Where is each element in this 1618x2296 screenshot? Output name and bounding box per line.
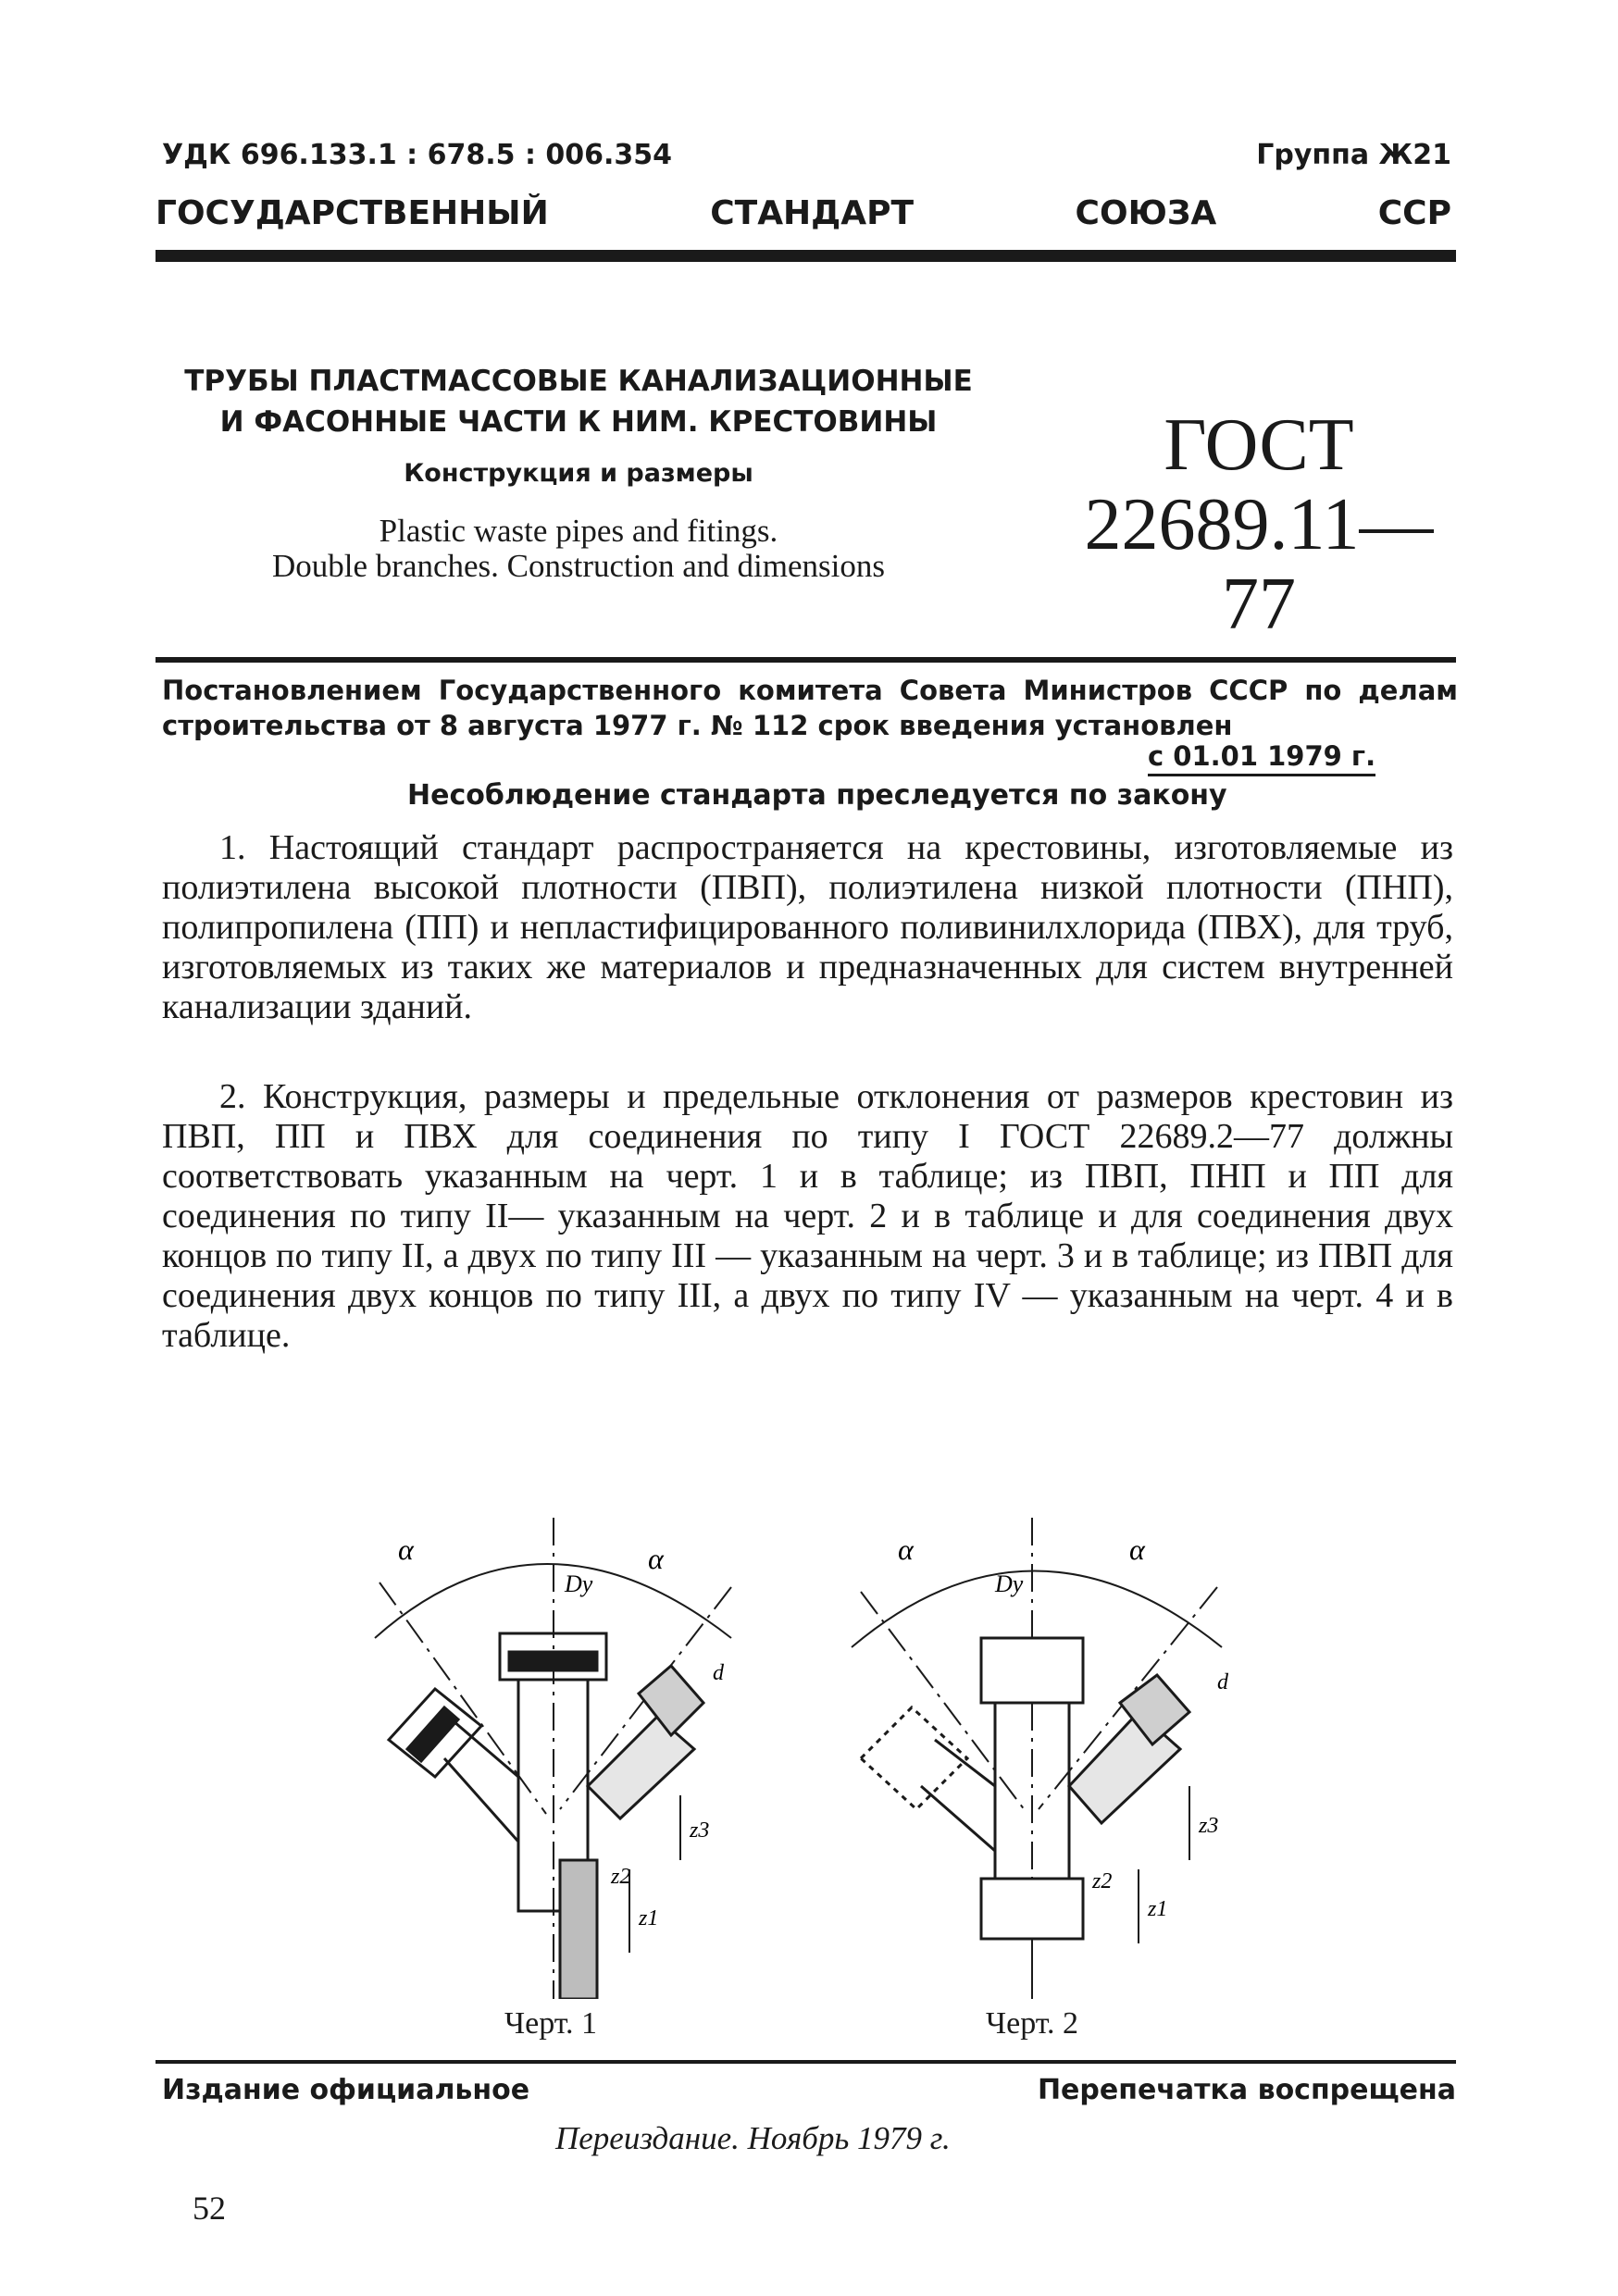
standard-banner: [156, 194, 1451, 232]
fig2-alpha-right: α: [1129, 1533, 1145, 1566]
gost-designation: [1064, 405, 1453, 644]
fig1-d-label: d: [713, 1661, 724, 1685]
gost-number: 22689.11—77: [1084, 484, 1434, 645]
footer-rule: [156, 2060, 1456, 2064]
decree-rule: [156, 657, 1456, 663]
group-code: Группа Ж21: [1256, 139, 1451, 171]
english-title: [162, 514, 995, 584]
edition-note: Издание официальное: [162, 2074, 530, 2106]
fig2-z2-label: z2: [1092, 1869, 1113, 1893]
standard-word: СТАНДАРТ: [710, 194, 915, 232]
standard-word: СОЮЗА: [1075, 194, 1217, 232]
udk-code: УДК 696.133.1 : 678.5 : 006.354: [162, 139, 673, 171]
paragraph-2: 2. Конструкция, размеры и предельные отклонения от размеров крестовин из ПВП, ПП и ПВХ для соединения по типу I ГОСТ 22689.2—77 должны соответствовать указанным на черт. 1 и в таблице; из ПВП, ПНП и ПП для соединения по типу II— указанным на черт. 2 и в таблице и для соединения двух концов по типу II, а двух по типу III — указанным на черт. 3 и в таблице; из ПВП для соединения двух концов по типу III, а двух по типу IV — указанным на черт. 4 и в таблице.: [162, 1077, 1453, 1355]
header-rule: [156, 250, 1456, 262]
title-line: И ФАСОННЫЕ ЧАСТИ К НИМ. КРЕСТОВИНЫ: [219, 405, 938, 439]
decree-text: Постановлением Государственного комитета Совета Министров СССР по делам строительства от 8 августа 1977 г. № 112 срок введения установлен: [162, 675, 1458, 741]
figure-1: [375, 1518, 731, 1999]
document-title: [162, 361, 995, 442]
reissue-note: Переиздание. Ноябрь 1979 г.: [555, 2120, 951, 2156]
fig2-left-socket: [861, 1707, 967, 1809]
document-subtitle: Конструкция и размеры: [404, 459, 753, 488]
fig2-left-branch-bottom: [921, 1786, 995, 1851]
decree-date: с 01.01 1979 г.: [1148, 740, 1375, 776]
figure-2: [852, 1518, 1222, 1999]
fig2-bottom-socket: [981, 1879, 1083, 1939]
fig1-z2-label: z2: [611, 1865, 631, 1889]
fig1-right-branch: [588, 1717, 694, 1818]
compliance-warning: Несоблюдение стандарта преследуется по закону: [407, 779, 1227, 812]
fig1-alpha-left: α: [398, 1533, 414, 1566]
standard-word: ССР: [1377, 194, 1451, 232]
fig1-alpha-right: α: [648, 1542, 664, 1575]
english-title-line: Plastic waste pipes and fitings.: [379, 513, 778, 549]
paragraph-1: 1. Настоящий стандарт распространяется на крестовины, изготовляемые из полиэтилена высокой плотности (ПВП), полиэтилена низкой плотности (ПНП), полипропилена (ПП) и непластифицированного поливинилхлорида (ПВХ), для труб, изготовляемых из таких же материалов и предназначенных для систем внутренней канализации зданий.: [162, 828, 1453, 1026]
fig2-angle-arc: [852, 1571, 1222, 1648]
fig2-z3-label: z3: [1199, 1814, 1219, 1838]
fig1-left-branch-top: [454, 1721, 518, 1777]
figure-2-caption: Черт. 2: [986, 2006, 1079, 2041]
fig1-dy-label: Dy: [565, 1570, 593, 1597]
fig1-z1-label: z1: [639, 1906, 659, 1930]
fig2-dy-label: Dy: [995, 1570, 1024, 1597]
fig1-bottom-pipe: [560, 1860, 597, 1999]
page-number: 52: [193, 2190, 226, 2227]
english-title-line: Double branches. Construction and dimensions: [272, 548, 885, 584]
reprint-note: Перепечатка воспрещена: [1037, 2074, 1456, 2106]
figure-1-caption: Черт. 1: [504, 2006, 598, 2041]
fig1-left-branch-bottom: [444, 1758, 518, 1842]
gost-label: ГОСТ: [1164, 404, 1354, 486]
title-line: ТРУБЫ ПЛАСТМАССОВЫЕ КАНАЛИЗАЦИОННЫЕ: [184, 365, 973, 398]
technical-drawings: [342, 1481, 1296, 1999]
fig2-z1-label: z1: [1148, 1897, 1168, 1921]
fig2-d-label: d: [1217, 1670, 1228, 1694]
fig2-top-socket: [981, 1638, 1083, 1703]
standard-word: ГОСУДАРСТВЕННЫЙ: [156, 194, 549, 232]
fig2-alpha-left: α: [898, 1533, 914, 1566]
fig1-z3-label: z3: [690, 1818, 710, 1843]
fig1-top-socket-inner: [509, 1652, 597, 1670]
